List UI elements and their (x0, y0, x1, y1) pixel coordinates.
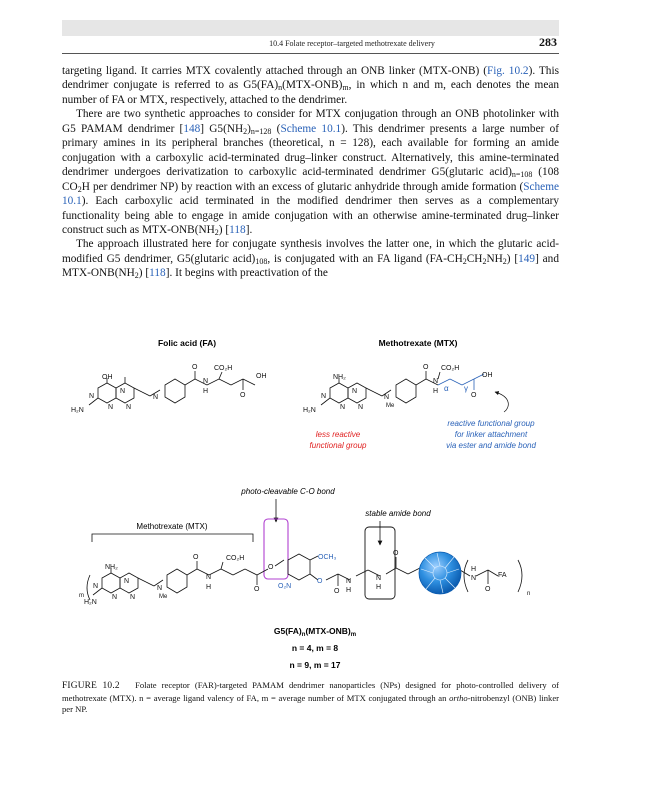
svg-text:H: H (206, 584, 212, 591)
body-text (62, 64, 559, 281)
reactive-group-note (446, 419, 536, 450)
svg-text:N: N (89, 393, 95, 400)
figure-10-2 (62, 330, 559, 675)
page-number: 283 (539, 35, 557, 49)
svg-text:O: O (317, 578, 323, 585)
svg-text:reactive functional group: reactive functional group (447, 419, 535, 428)
running-head (62, 37, 559, 54)
svg-text:N: N (157, 585, 163, 592)
alpha-label: α (444, 384, 449, 393)
dendrimer-sphere (419, 552, 461, 594)
svg-text:m: m (79, 593, 84, 599)
svg-text:O: O (334, 588, 340, 595)
conjugate-labels (274, 626, 356, 670)
svg-text:NH₂: NH₂ (333, 374, 346, 381)
svg-text:via ester and amide bond: via ester and amide bond (446, 441, 536, 450)
svg-text:H: H (376, 584, 382, 591)
svg-text:O: O (192, 364, 198, 371)
svg-text:N: N (384, 394, 390, 401)
svg-text:H: H (471, 566, 477, 573)
svg-text:H: H (203, 388, 209, 395)
svg-text:N: N (153, 394, 159, 401)
svg-text:functional group: functional group (309, 441, 367, 450)
svg-text:CO₂H: CO₂H (441, 365, 460, 372)
header-band (62, 20, 559, 36)
paragraph-3: The approach illustrated here for conjugate synthesis involves the latter one, in which the glutaric acid-modified G5 dendrimer, G5(glutaric $acid)_{108}$, is conjugated with an FA ligand $(FA-CH_2CH_2NH_2)$ [149] and MTX-$ONB(NH_2)$ [118]. It begins with preactivation of the (62, 238, 559, 281)
svg-text:n: n (527, 591, 531, 597)
paragraph-1: targeting ligand. It carries MTX covalently attached through an ONB linker (MTX-ONB) (Fig. 10.2). This dendrimer conjugate is referred to as $G5(FA)_n(MTX-ONB)_m$, in which n and m, each denotes the mean number of FA or MTX, respectively, attached to the dendrimer. (62, 65, 559, 106)
scheme-ref[interactable]: Scheme 10.1 (62, 180, 559, 208)
svg-text:OCH₃: OCH₃ (318, 554, 337, 561)
svg-text:H₂N: H₂N (84, 599, 97, 606)
mtx-onb-conjugate-structure (79, 550, 530, 606)
svg-text:Me: Me (386, 403, 395, 409)
svg-text:for linker attachment: for linker attachment (454, 430, 528, 439)
svg-text:N: N (346, 578, 352, 585)
svg-text:O: O (485, 586, 491, 593)
svg-text:H₂N: H₂N (303, 407, 316, 414)
fa-title: Folic acid (FA) (157, 338, 217, 348)
svg-text:OH: OH (102, 374, 113, 381)
citation-ref[interactable]: 118 (149, 267, 166, 280)
fig-ref[interactable]: Fig. 10.2 (486, 65, 529, 77)
figure-caption: FIGURE 10.2 Folate receptor (FAR)-targeted PAMAM dendrimer nanoparticles (NPs) designed for photo-controlled delivery of methotrexate (MTX). n = average ligand valency of FA, m = average number of MTX conjugated through an ortho-nitrobenzyl (ONB) linker per NP. (62, 680, 559, 714)
svg-text:NH₂: NH₂ (105, 564, 118, 571)
caption-label: FIGURE 10.2 (62, 681, 120, 691)
svg-text:H: H (346, 587, 352, 594)
methotrexate-structure (303, 338, 508, 414)
svg-text:N: N (358, 404, 364, 411)
svg-text:OH: OH (482, 372, 493, 379)
paragraph-2: There are two synthetic approaches to consider for MTX conjugation through an ONB photolinker with G5 PAMAM dendrimer [148] $G5(NH_2)_{n=128}$ (Scheme 10.1). This dendrimer presents a large number of primary amines in its peripheral branches (theoretical, n = 128), each available for forming an amide conjugation with a carboxylic acid-terminated drug–linker construct. Alternatively, this amine-terminated dendrimer undergoes derivatization to carboxylic acid-terminated dendrimer G5(glutaric $acid)_{n=108}$ (108 $CO_2H$ per dendrimer NP) by reaction with an excess of glutaric anhydride through amide formation (Scheme 10.1). Each carboxylic acid terminated in the modified dendrimer then serves as a complementary functionality being able to engage in amide conjugation with an otherwise amine-terminated drug–linker construct such as MTX-$ONB(NH_2)$ [118]. (62, 108, 559, 237)
svg-text:OH: OH (256, 373, 267, 380)
mtx-bracket-label: Methotrexate (MTX) (136, 522, 208, 531)
svg-text:G5(FA)n(MTX-ONB)m: $G5(FA)_n(MTX-ONB)_m$ (273, 626, 357, 638)
svg-text:N: N (352, 388, 358, 395)
svg-text:O₂N: O₂N (278, 583, 292, 590)
svg-text:O: O (471, 392, 477, 399)
less-reactive-note (310, 430, 367, 450)
svg-text:H₂N: H₂N (71, 407, 84, 414)
gamma-label: γ (464, 384, 468, 393)
svg-text:O: O (268, 564, 274, 571)
svg-text:N: N (206, 574, 212, 581)
citation-ref[interactable]: 148 (183, 122, 201, 135)
svg-text:N: N (126, 404, 132, 411)
svg-text:Me: Me (159, 594, 168, 600)
stable-amide-label: stable amide bond (365, 509, 431, 518)
svg-text:N: N (120, 388, 126, 395)
svg-text:CO₂H: CO₂H (214, 365, 233, 372)
photo-cleavable-label: photo-cleavable C-O bond (241, 487, 335, 496)
svg-text:N: N (130, 594, 136, 601)
svg-text:O: O (254, 586, 260, 593)
svg-text:O: O (193, 554, 199, 561)
svg-text:CO₂H: CO₂H (226, 555, 245, 562)
svg-text:N: N (203, 378, 209, 385)
svg-text:O: O (393, 550, 399, 557)
scheme-ref[interactable]: Scheme 10.1 (280, 122, 342, 135)
svg-text:N: N (108, 404, 114, 411)
mtx-title: Methotrexate (MTX) (378, 338, 458, 348)
svg-text:O: O (240, 392, 246, 399)
citation-ref[interactable]: 149 (518, 252, 536, 265)
mtx-bracket (92, 534, 253, 542)
svg-text:FA: FA (498, 572, 507, 579)
svg-text:H: H (433, 388, 439, 395)
ratio-line-2: n = 9, m = 17 (289, 660, 341, 670)
svg-text:less reactive: less reactive (315, 430, 361, 439)
folic-acid-structure (71, 338, 267, 414)
svg-text:N: N (321, 393, 327, 400)
ratio-line-1: n = 4, m = 8 (291, 643, 339, 653)
running-title: 10.4 Folate receptor–targeted methotrexate delivery (269, 39, 435, 48)
svg-text:N: N (376, 575, 382, 582)
svg-text:N: N (471, 575, 477, 582)
svg-text:N: N (93, 583, 99, 590)
svg-text:N: N (112, 594, 118, 601)
svg-text:N: N (433, 378, 439, 385)
citation-ref[interactable]: 118 (229, 223, 246, 236)
svg-text:N: N (124, 578, 130, 585)
svg-text:N: N (340, 404, 346, 411)
svg-text:O: O (423, 364, 429, 371)
